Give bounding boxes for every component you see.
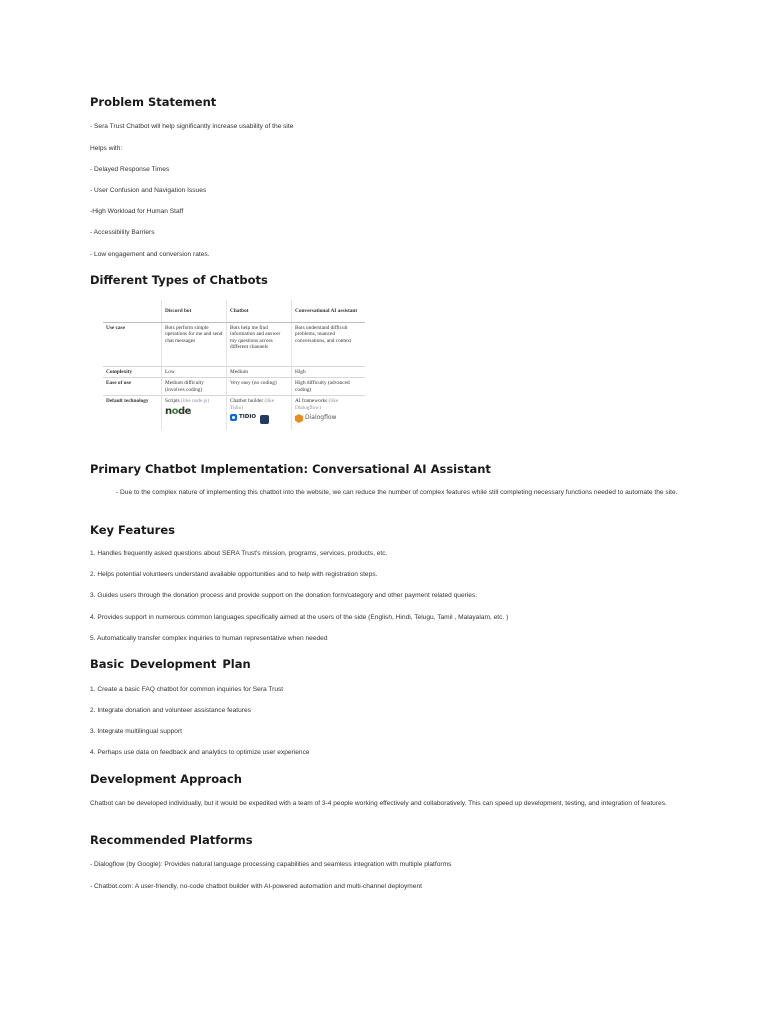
problem-line: Helps with: — [90, 145, 123, 152]
problem-line: - Low engagement and conversion rates. — [90, 251, 210, 258]
tech-name: AI frameworks — [295, 398, 328, 405]
feature-item: 2. Helps potential volunteers understand available opportunities and to help with registration steps. — [90, 571, 378, 578]
table-cell: Bots help me find information and answer my questions across different channels — [227, 323, 292, 367]
table-header-cell: Discord bot — [162, 300, 227, 323]
table-cell: High — [292, 367, 366, 378]
table-row-label: Default technology — [103, 396, 162, 430]
table-cell: Bots understand difficult problems, nuanced conversations, and context — [292, 323, 366, 367]
table-row-label: Complexity — [103, 367, 162, 378]
table-header-cell: Conversational AI assistant — [292, 300, 366, 323]
problem-line: -High Workload for Human Staff — [90, 208, 184, 215]
table-cell — [292, 396, 366, 430]
feature-item: 5. Automatically transfer complex inquiries to human representative when needed — [90, 635, 328, 642]
development-approach-heading: Development Approach — [90, 772, 242, 786]
development-plan-heading: Basic Development Plan — [90, 657, 251, 671]
table-cell: Bots perform simple operations for me and send chat messages — [162, 323, 227, 367]
plan-item: 2. Integrate donation and volunteer assistance features — [90, 707, 251, 714]
feature-item: 4. Provides support in numerous common languages specifically aimed at the users of the side (English, Hindi, Telugu, Tamil , Malayalam, etc. ) — [90, 614, 509, 621]
nodejs-logo-icon: node — [165, 405, 191, 417]
platform-item: - Chatbot.com: A user-friendly, no-code chatbot builder with AI-powered automation and multi-channel deployment — [90, 883, 422, 890]
table-row — [103, 378, 365, 396]
table-row — [103, 323, 365, 367]
problem-line: - Sera Trust Chatbot will help significantly increase usability of the site — [90, 123, 294, 130]
table-row-label: Ease of use — [103, 378, 162, 396]
tech-note: (like node.js) — [181, 398, 209, 405]
tech-note: (like Dialogflow) — [295, 398, 339, 411]
plan-item: 1. Create a basic FAQ chatbot for common inquiries for Sera Trust — [90, 686, 284, 693]
primary-implementation-heading: Primary Chatbot Implementation: Conversational AI Assistant — [90, 462, 491, 476]
table-cell: Medium — [227, 367, 292, 378]
development-approach-paragraph: Chatbot can be developed individually, but it would be expedited with a team of 3-4 people working effectively and collaboratively. This can speed up development, testing, and integration of features. — [90, 800, 667, 807]
tidio-logo-icon: TIDIO — [230, 414, 256, 421]
recommended-platforms-heading: Recommended Platforms — [90, 833, 253, 847]
dialogflow-logo-icon: Dialogflow — [295, 414, 336, 423]
plan-item: 4. Perhaps use data on feedback and analytics to optimize user experience — [90, 749, 310, 756]
chatbot-logo-icon — [260, 415, 269, 424]
platform-item: - Dialogflow (by Google): Provides natural language processing capabilities and seamless integration with multiple platforms — [90, 861, 452, 868]
plan-item: 3. Integrate multilingual support — [90, 728, 183, 735]
primary-implementation-paragraph: - Due to the complex nature of implementing this chatbot into the website, we can reduce the number of complex features while still completing necessary functions needed to automate the site. — [116, 489, 678, 496]
problem-line: - Accessibility Barriers — [90, 229, 155, 236]
table-cell: Very easy (no coding) — [227, 378, 292, 396]
tech-name: Scripts — [165, 398, 180, 405]
table-header-row — [103, 300, 365, 323]
chatbot-types-heading: Different Types of Chatbots — [90, 273, 268, 287]
key-features-heading: Key Features — [90, 523, 175, 537]
table-cell — [162, 396, 227, 430]
tech-note: (like Tidio) — [230, 398, 275, 411]
table-header-cell — [103, 300, 162, 323]
problem-line: - User Confusion and Navigation Issues — [90, 187, 207, 194]
feature-item: 3. Guides users through the donation process and provide support on the donation form/category and other payment related queries. — [90, 592, 478, 599]
table-row-label: Use case — [103, 323, 162, 367]
feature-item: 1. Handles frequently asked questions about SERA Trust's mission, programs, services, products, etc. — [90, 550, 388, 557]
chatbot-comparison-table — [103, 300, 365, 446]
table-cell: High difficulty (advanced coding) — [292, 378, 366, 396]
table-row — [103, 396, 365, 430]
table-cell: Low — [162, 367, 227, 378]
table-row — [103, 367, 365, 378]
table-cell — [227, 396, 292, 430]
table-header-cell: Chatbot — [227, 300, 292, 323]
tech-name: Chatbot builder — [230, 398, 264, 405]
problem-statement-heading: Problem Statement — [90, 95, 217, 109]
table-cell: Medium difficulty (involves coding) — [162, 378, 227, 396]
problem-line: - Delayed Response Times — [90, 166, 170, 173]
